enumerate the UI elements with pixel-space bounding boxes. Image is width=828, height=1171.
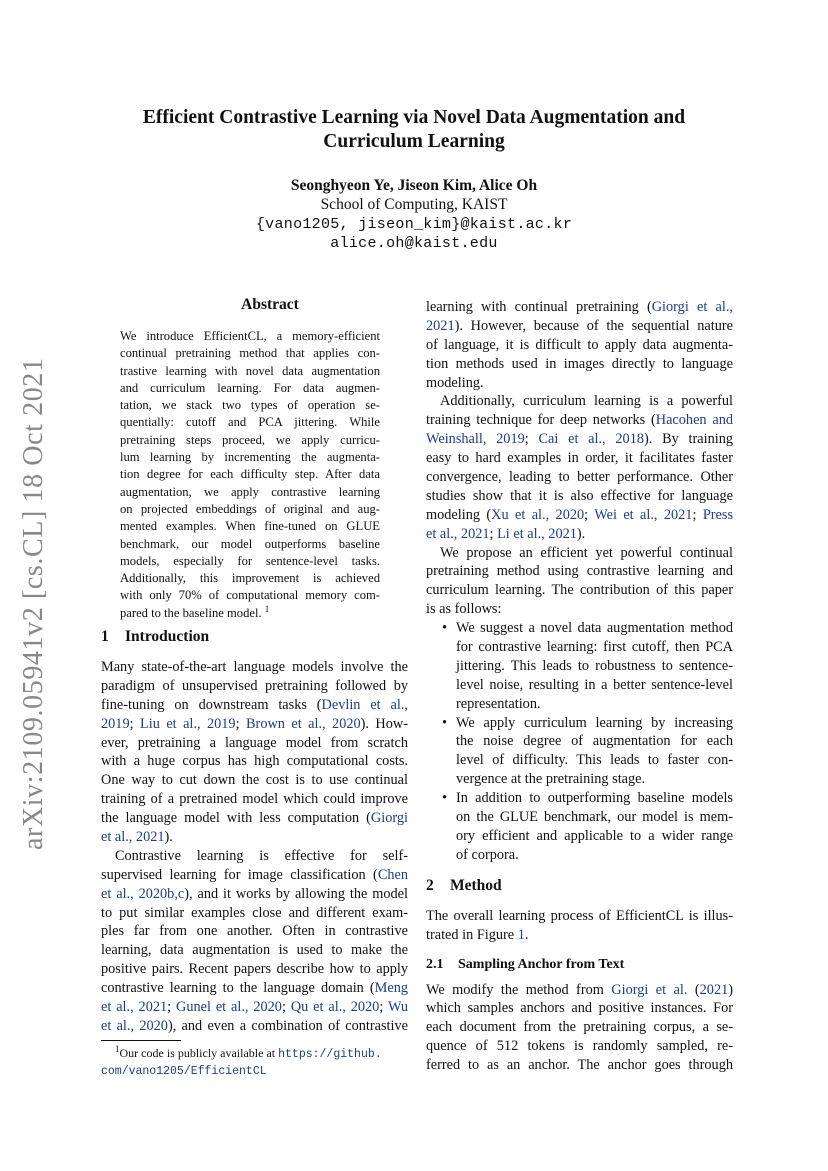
text-line: supervised learning for image classification (Chen <box>101 866 408 883</box>
intro-body <box>101 658 408 1036</box>
text-line: ferred to as an anchor. The anchor goes through <box>426 1057 733 1074</box>
text-line: with a huge corpus has high computational costs. <box>101 753 408 770</box>
text-line: Additionally, curriculum learning is a powerful <box>440 393 733 410</box>
bullet-dot-icon: • <box>442 714 448 731</box>
text-line: et al., 2021; Gunel et al., 2020; Qu et al., 2020; Wu <box>101 999 409 1016</box>
footnote-mark[interactable]: 1 <box>264 603 270 614</box>
right-column <box>426 298 733 1075</box>
arxiv-identifier: arXiv:2109.05941v2 [cs.CL] 18 Oct 2021 <box>18 357 49 850</box>
abstract-line: continual pretraining method that applies con- <box>120 346 380 361</box>
text-line: modeling. <box>426 374 484 391</box>
text-line: et al., 2021). <box>101 829 173 846</box>
citation-link[interactable]: Gunel et al., 2020 <box>176 999 282 1016</box>
citation-link[interactable]: Brown et al., 2020 <box>246 715 361 732</box>
citation-link[interactable]: et al., 2020b,c <box>101 885 185 902</box>
abstract-line: Additionally, this improvement is achieved <box>120 571 380 586</box>
citation-link[interactable]: Press <box>702 506 734 523</box>
text-line: Many state-of-the-art language models involve the <box>101 659 408 675</box>
section-heading-introduction: 1 Introduction <box>101 628 210 645</box>
citation-link[interactable]: Weinshall, 2019 <box>426 431 525 448</box>
section-heading-method: 2 Method <box>426 876 502 894</box>
citation-link[interactable]: Meng <box>374 980 408 997</box>
contribution-bullet: • We apply curriculum learning by increasing the noise degree of augmentation for each level of difficulty. This leads to faster con- vergence at the pretraining stage. <box>442 714 733 788</box>
text-line: easy to hard examples in order, it facilitates faster <box>426 450 733 467</box>
paper-title <box>120 106 708 154</box>
text-line: positive pairs. Recent papers describe how to apply <box>101 961 408 978</box>
text-line: paradigm of unsupervised pretraining followed by <box>101 677 408 694</box>
text-line: training technique for deep networks (Hacohen and <box>426 412 733 429</box>
citation-link[interactable]: Wei et al., 2021 <box>594 506 693 523</box>
abstract-line: with only 70% of computational memory com- <box>120 588 380 603</box>
citation-link[interactable]: et al., 2020 <box>101 1017 168 1034</box>
text-line: We modify the method from Giorgi et al. (2021) <box>426 981 733 998</box>
abstract-line: models, especially for sentence-level tasks. <box>120 553 380 568</box>
citation-link[interactable]: Giorgi et al., <box>651 299 733 315</box>
citation-link[interactable]: Xu et al., 2020 <box>491 506 585 523</box>
footnote-mark: 1 <box>115 1044 120 1054</box>
text-line: 2021). However, because of the sequential nature <box>426 317 733 334</box>
contribution-bullet: • In addition to outperforming baseline models on the GLUE benchmark, our model is mem- ory efficient and applicable to a wider range of corpora. <box>442 790 733 863</box>
abstract-line: We introduce EfficientCL, a memory-efficient <box>120 329 380 343</box>
figure-ref-link[interactable]: 1 <box>517 926 525 943</box>
abstract-line: pared to the baseline model. $^1$ <box>120 603 270 620</box>
citation-link[interactable]: 2021 <box>426 317 455 334</box>
abstract-line: tion degree for each difficulty step. After data <box>120 467 380 482</box>
text-line: tion methods used in images directly to language <box>426 355 733 372</box>
citation-link[interactable]: Devlin et al., <box>321 696 408 713</box>
citation-link[interactable]: Li et al., 2021 <box>497 525 577 542</box>
text-line: Contrastive learning is effective for self- <box>115 847 408 864</box>
code-url-link[interactable]: https://github. <box>278 1048 382 1061</box>
footnote: $^1$Our code is publicly available at https://github. com/vano1205/EfficientCL <box>101 1044 382 1078</box>
email-line-2: alice.oh@kaist.edu <box>330 235 498 252</box>
abstract-line: tation, we stack two types of operation se- <box>120 398 380 413</box>
abstract-line: benchmark, our model outperforms baseline <box>120 536 380 551</box>
text-line: contrastive learning to the language domain (Meng <box>101 980 408 997</box>
subsection-heading-sampling-anchor: 2.1 Sampling Anchor from Text <box>426 956 625 972</box>
text-line: each document from the pretraining corpus, a se- <box>426 1019 733 1036</box>
citation-link[interactable]: Chen <box>377 866 408 883</box>
text-line: to put similar examples close and different exam- <box>101 904 408 921</box>
text-line: et al., 2020b,c), and it works by allowing the model <box>101 885 408 902</box>
text-line: ples far from one another. Often in contrastive <box>101 923 408 940</box>
text-line: One way to cut down the cost is to use continual <box>101 772 408 789</box>
text-line: 2019; Liu et al., 2019; Brown et al., 2020). How- <box>101 715 408 732</box>
text-line: ever, pretraining a language model from scratch <box>101 734 408 751</box>
text-line: quence of 512 tokens is randomly sampled, re- <box>426 1038 733 1055</box>
title-line-1: Efficient Contrastive Learning via Novel Data Augmentation and <box>142 107 686 128</box>
citation-link[interactable]: et al., 2021 <box>426 525 490 542</box>
text-line: fine-tuning on downstream tasks (Devlin et al., <box>101 696 408 713</box>
text-line: learning with continual pretraining (Giorgi et al., <box>426 299 733 315</box>
text-line: learning, data augmentation is used to make the <box>101 942 408 959</box>
citation-link[interactable]: Giorgi et al. <box>611 981 688 998</box>
abstract-line: lum learning by incrementing the augmenta- <box>120 450 380 465</box>
citation-link[interactable]: Qu et al., 2020 <box>290 999 380 1016</box>
text-line: of language, it is difficult to apply data augmenta- <box>426 336 733 353</box>
citation-link[interactable]: Liu et al., 2019 <box>140 715 236 732</box>
abstract-line: and curriculum learning. For data augmen- <box>120 380 380 395</box>
citation-link[interactable]: Cai et al., 2018 <box>538 431 644 448</box>
text-line: The overall learning process of EfficientCL is illus- <box>426 907 733 924</box>
citation-link[interactable]: 2021 <box>699 981 729 998</box>
text-line: convergence, leading to better performance. Other <box>426 469 733 486</box>
abstract-line: augmentation, we apply contrastive learning <box>120 484 380 499</box>
abstract-body <box>120 328 380 622</box>
citation-link[interactable]: Hacohen and <box>655 412 733 429</box>
title-line-2: Curriculum Learning <box>323 131 505 152</box>
text-line: which samples anchors and positive instances. For <box>426 1000 733 1017</box>
citation-link[interactable]: Wu <box>387 999 409 1016</box>
text-line: modeling (Xu et al., 2020; Wei et al., 2021; Press <box>426 506 734 523</box>
abstract-line: quentially: cutoff and PCA jittering. While <box>120 415 380 430</box>
citation-link[interactable]: et al., 2021 <box>101 829 165 846</box>
abstract-line: on projected embeddings of original and aug- <box>120 501 380 516</box>
text-line: curriculum learning. The contribution of this paper <box>426 582 733 599</box>
text-line: training of a pretrained model which could improve <box>101 791 408 808</box>
code-url-link[interactable]: com/vano1205/EfficientCL <box>101 1064 267 1078</box>
text-line: is as follows: <box>426 601 502 618</box>
authors: Seonghyeon Ye, Jiseon Kim, Alice Oh <box>290 177 538 194</box>
text-line: pretraining method using contrastive learning and <box>426 563 733 580</box>
citation-link[interactable]: Giorgi <box>370 810 408 827</box>
text-line: Weinshall, 2019; Cai et al., 2018). By training <box>426 431 734 448</box>
email-line-1: {vano1205, jiseon_kim}@kaist.ac.kr <box>255 216 573 233</box>
abstract-line: pretraining steps proceed, we apply curricu- <box>120 432 380 447</box>
citation-link[interactable]: et al., 2021 <box>101 999 168 1016</box>
footnote-rule <box>101 1040 181 1041</box>
bullet-dot-icon: • <box>442 790 448 807</box>
bullet-dot-icon: • <box>442 620 448 637</box>
text-line: studies show that it is also effective for language <box>426 487 733 504</box>
text-line: et al., 2020), and even a combination of contrastive <box>101 1017 408 1034</box>
affiliation: School of Computing, KAIST <box>320 196 508 213</box>
abstract-line: mented examples. When fine-tuned on GLUE <box>120 519 380 534</box>
abstract-heading: Abstract <box>241 296 299 313</box>
citation-link[interactable]: 2019 <box>101 715 130 732</box>
text-line: We propose an efficient yet powerful continual <box>440 544 733 561</box>
text-line: et al., 2021; Li et al., 2021). <box>426 525 586 542</box>
text-line: the language model with less computation (Giorgi <box>101 810 408 827</box>
text-line: trated in Figure 1. <box>426 926 529 943</box>
abstract-line: trastive learning with novel data augmentation <box>120 363 380 378</box>
contribution-bullet: • We suggest a novel data augmentation method for contrastive learning: first cutoff, then PCA jittering. This leads to robustness to sentence- level noise, resulting in a better sentence-level representation. <box>442 620 733 712</box>
